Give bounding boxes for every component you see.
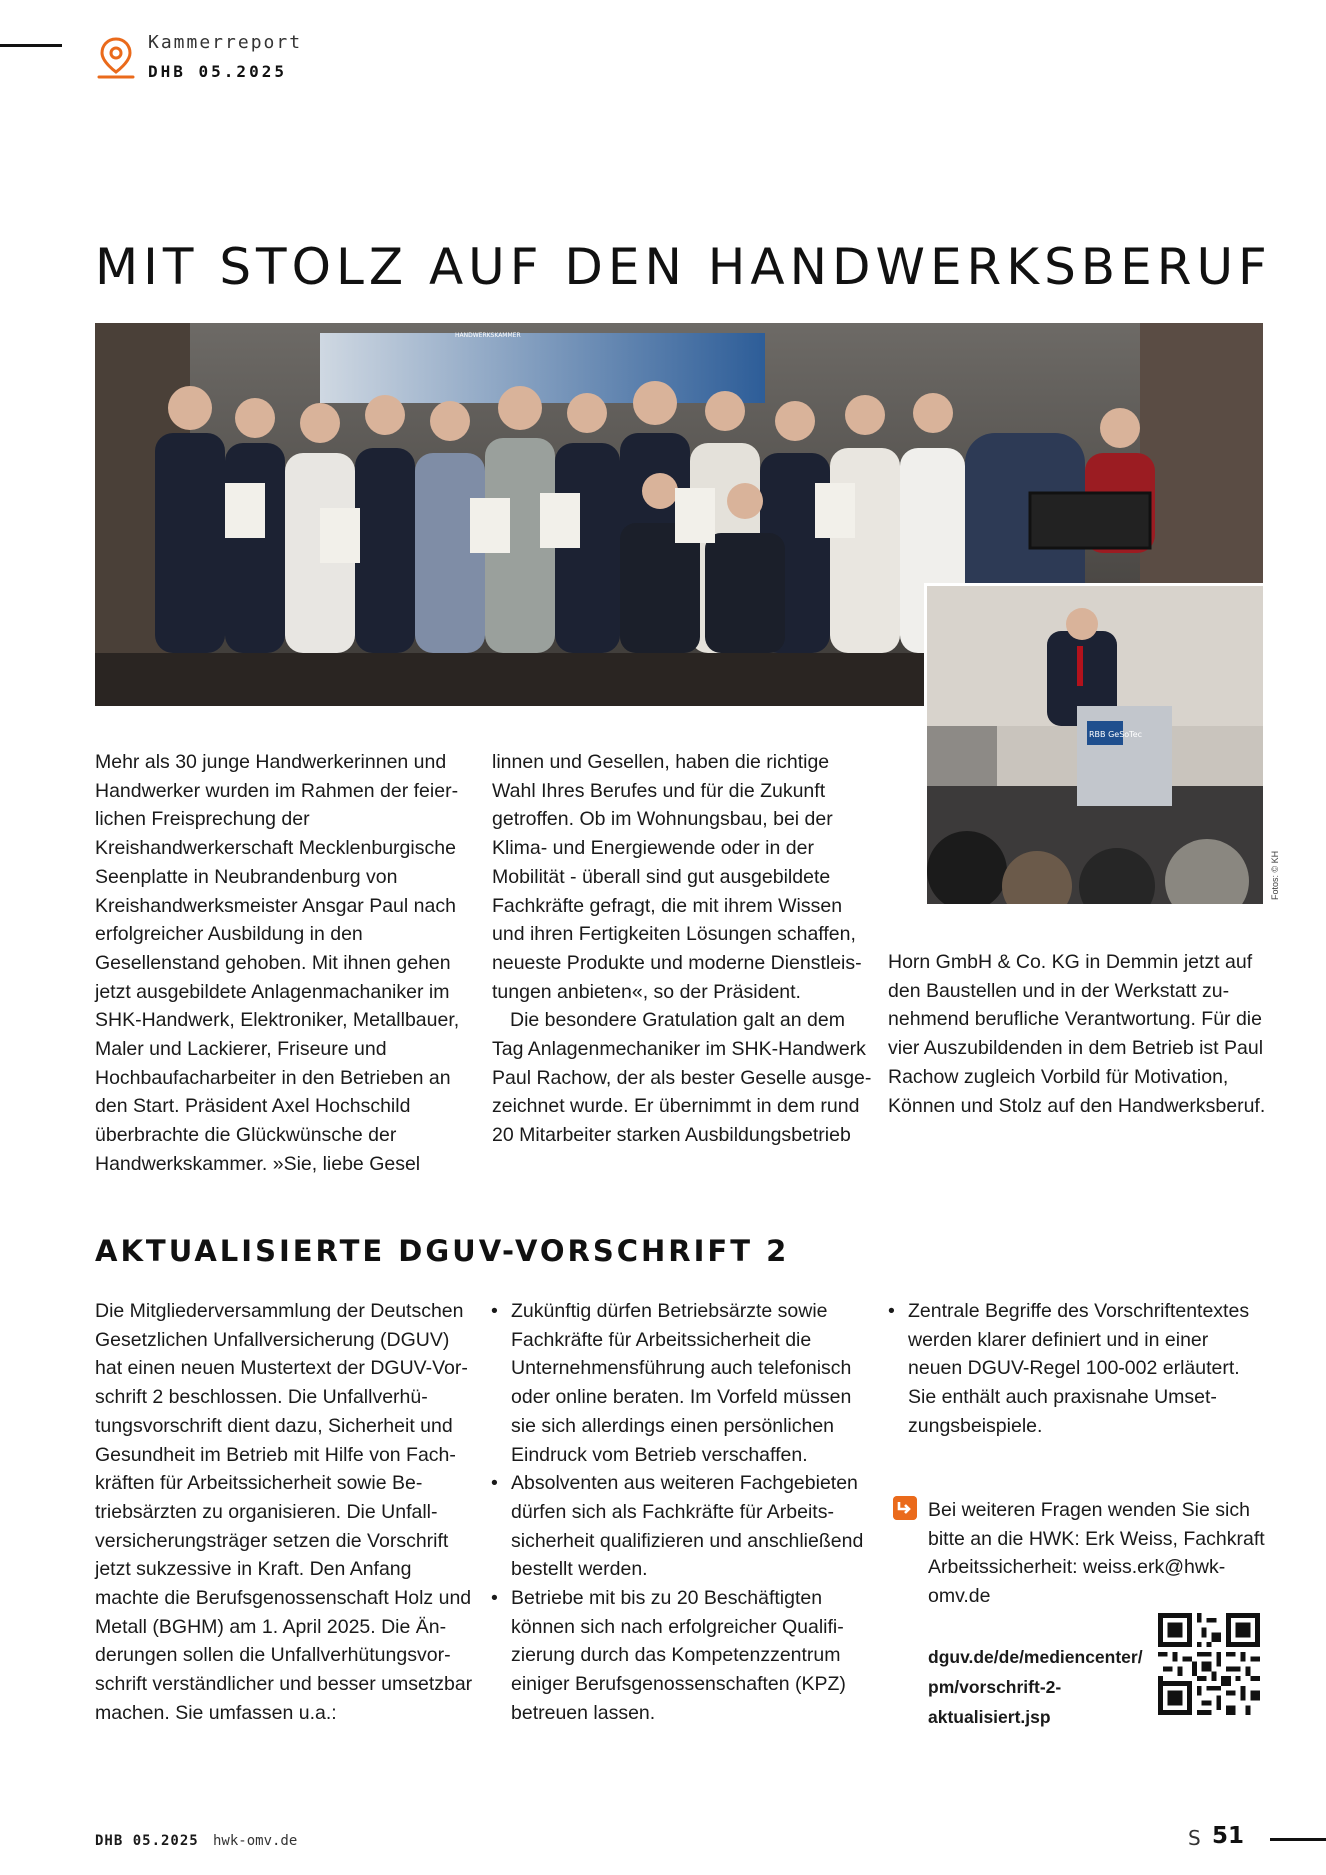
podium-logo: RBB GeSoTec [1089, 730, 1143, 739]
article1-col1-text: Mehr als 30 junge Handwerkerinnen und Handwerker wurden im Rahmen der feierlichen Freisprechung der Kreishandwerkerschaft Mecklenburgische Seenplatte in Neubrandenburg von Kreishandwerksmeister Ansgar Paul nach erfolgreicher Ausbildung in den Gesellenstand gehoben. Mit ihnen gehen jetzt ausgebildete Anlagenmachaniker im SHK-Handwerk, Elektroniker, Metallbauer, Maler und Lackierer, Friseure und Hochbaufacharbeiter in den Betrieben an den Start. Präsident Axel Hochschild überbrachte die Glückwünsche der Handwerkskammer. »Sie, liebe Gesel [95, 751, 460, 1175]
article1-col2-paragraph-2: Die besondere Gratulation galt an dem Tag Anlagenmechaniker im SHK-Handwerk Paul Rachow, der als bester Geselle ausgezeichnet wurde. Er übernimmt in dem rund 20 Mitarbeiter starken Ausbildungsbetrieb [492, 1009, 872, 1147]
source-link[interactable] [928, 1642, 1168, 1732]
article1-column-1 [95, 748, 467, 1179]
page-prefix: S [1188, 1826, 1201, 1850]
article1-col2-paragraph-1: linnen und Gesellen, haben die richtige Wahl Ihres Berufes und für die Zukunft getroffen. Ob im Wohnungsbau, bei der Klima- und Energiewende oder in der Mobilität - überall sind gut ausgebildete Fachkräfte gefragt, die mit ihrem Wissen und ihren Fertigkeiten Lösungen schaffen, neueste Produkte und moderne Dienstleistungen anbieten«, so der Präsident. [492, 751, 862, 1003]
article2-column-2 [489, 1297, 869, 1728]
source-link-line-3: aktualisiert.jsp [928, 1707, 1051, 1727]
banner-text: HANDWERKSKAMMER [455, 332, 521, 339]
article-title: MIT STOLZ AUF DEN HANDWERKSBERUF [95, 238, 1272, 296]
location-pin-icon [96, 36, 136, 80]
page-number: 51 [1212, 1823, 1245, 1849]
article1-column-3 [888, 948, 1268, 1120]
list-item: • Zukünftig dürfen Betriebsärzte sowie Fachkräfte für Arbeitssicherheit die Unternehmensführung auch telefonisch oder online beraten. Im Vorfeld müssen sie sich allerdings einen persönlichen Eindruck vom Betrieb verschaffen. [489, 1297, 869, 1469]
source-link-line-2: pm/vorschrift-2- [928, 1677, 1062, 1697]
article2-col1-text: Die Mitgliederversammlung der Deutschen Gesetzlichen Unfallversicherung (DGUV) hat einen neuen Mustertext der DGUV-Vorschrift 2 beschlossen. Die Unfallverhütungsvorschrift dient dazu, Sicherheit und Gesundheit im Betrieb mit Hilfe von Fachkräften für Arbeitssicherheit sowie Betriebsärzten zu organisieren. Die Unfallversicherungsträger setzen die Vorschrift jetzt sukzessive in Kraft. Den Anfang machte die Berufsgenossenschaft Holz und Metall (BGHM) am 1. April 2025. Die Änderungen sollen die Unfallverhütungsvorschrift verständlicher und besser umsetzbar machen. Sie umfassen u.a.: [95, 1300, 473, 1724]
footer-issue: DHB 05.2025 [95, 1833, 199, 1849]
list-item: • Zentrale Begriffe des Vorschriftentextes werden klarer definiert und in einer neuen DGUV-Regel 100-002 erläutert. Sie enthält auch praxisnahe Umsetzungsbeispiele. [886, 1297, 1266, 1441]
arrow-right-box-icon [893, 1496, 917, 1520]
article2-bullet-list-2 [886, 1297, 1266, 1441]
podium-photo [924, 583, 1266, 907]
article2-title: AKTUALISIERTE DGUV-VORSCHRIFT 2 [95, 1234, 790, 1268]
contact-info: Bei weiteren Fragen wenden Sie sich bitte an die HWK: Erk Weiss, Fachkraft Arbeitssicherheit: weiss.erk@hwk-omv.de [928, 1499, 1265, 1608]
qr-code-icon [1158, 1613, 1260, 1715]
article1-column-2 [492, 748, 872, 1150]
article1-col3-text: Horn GmbH & Co. KG in Demmin jetzt auf den Baustellen und in der Werkstatt zunehmend berufliche Verantwortung. Für die vier Auszubildenden in dem Betrieb ist Paul Rachow zugleich Vorbild für Motivation, Können und Stolz auf den Handwerksberuf. [888, 951, 1266, 1117]
podium-photo-illustration [927, 586, 1263, 904]
issue-label: DHB 05.2025 [148, 62, 287, 81]
list-item: • Absolventen aus weiteren Fachgebieten dürfen sich als Fachkräfte für Arbeitssicherheit qualifizieren und anschließend bestellt werden. [489, 1469, 869, 1584]
photo-credit: Fotos: © KH [1270, 850, 1280, 900]
article2-column-1 [95, 1297, 473, 1728]
list-item: • Betriebe mit bis zu 20 Beschäftigten können sich nach erfolgreicher Qualifizierung durch das Kompetenzzentrum einiger Berufsgenossenschaften (KPZ) betreuen lassen. [489, 1584, 869, 1728]
article2-column-3 [886, 1297, 1266, 1441]
footer-rule [1270, 1838, 1326, 1841]
section-label: Kammerreport [148, 32, 303, 53]
header-rule [0, 44, 62, 47]
source-link-line-1: dguv.de/de/mediencenter/ [928, 1647, 1143, 1667]
footer-website[interactable]: hwk-omv.de [213, 1833, 298, 1849]
article2-bullet-list [489, 1297, 869, 1728]
